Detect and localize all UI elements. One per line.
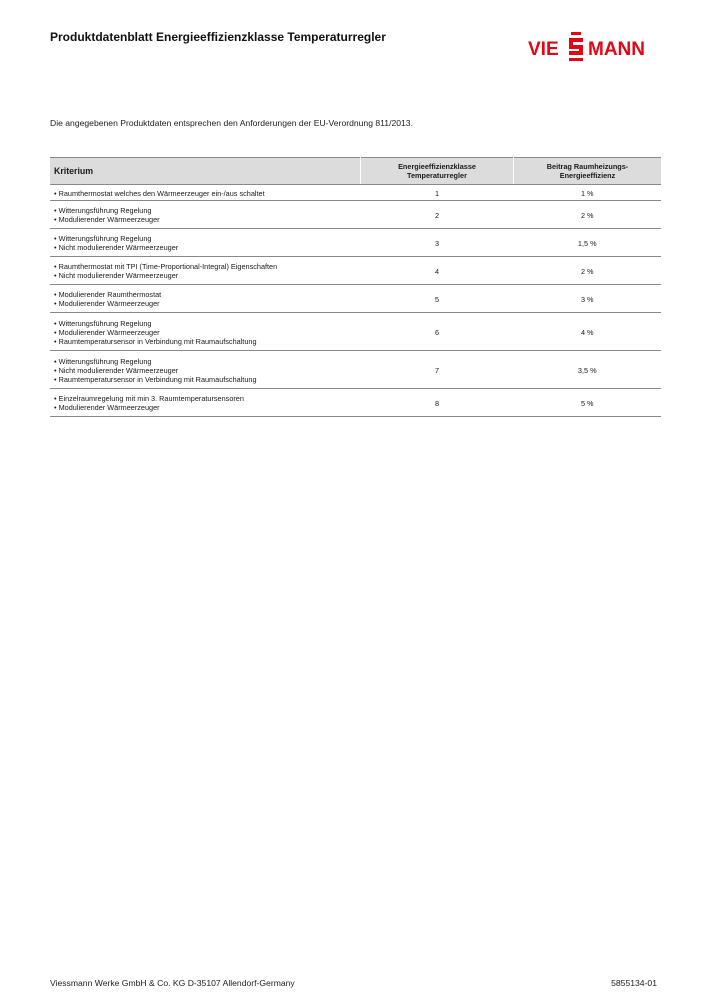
criterion-line: • Witterungsführung Regelung [54,234,152,243]
criterion-line: • Modulierender Wärmeerzeuger [54,327,160,337]
criterion-cell [50,389,361,417]
criterion-line: • Raumthermostat welches den Wärmeerzeuger ein-/aus schaltet [54,188,265,198]
criterion-line: • Modulierender Wärmeerzeuger [54,215,160,224]
class-cell: 1 [361,185,514,201]
criterion-line: • Einzelraumregelung mit min 3. Raumtemperatursensoren [54,394,244,403]
table-row [50,257,661,285]
footer-company: Viessmann Werke GmbH & Co. KG D-35107 Allendorf-Germany [50,978,295,988]
criterion-cell [50,201,361,229]
header-criterion: Kriterium [50,158,361,185]
header-class-line1: Energieeffizienzklasse [398,162,476,171]
criterion-line: • Nicht modulierender Wärmeerzeuger [54,271,179,280]
intro-text: Die angegebenen Produktdaten entsprechen den Anforderungen der EU-Verordnung 811/2013. [50,118,413,128]
table-row [50,285,661,313]
table-row [50,229,661,257]
table-row [50,185,661,201]
criterion-line: • Modulierender Wärmeerzeuger [54,403,160,412]
class-cell: 8 [361,389,514,417]
contribution-cell: 3,5 % [514,351,662,389]
criterion-line: • Nicht modulierender Wärmeerzeuger [54,365,179,375]
criterion-cell [50,351,361,389]
table-row [50,201,661,229]
contribution-cell: 4 % [514,313,662,351]
header-class [361,158,514,185]
criterion-line: • Raumtemperatursensor in Verbindung mit Raumaufschaltung [54,374,257,384]
header-contrib-line2: Energieeffizienz [559,171,616,180]
criterion-cell [50,313,361,351]
contribution-cell: 2 % [514,201,662,229]
header-class-line2: Temperaturregler [407,171,467,180]
table-row [50,389,661,417]
class-cell: 6 [361,313,514,351]
class-cell: 2 [361,201,514,229]
criterion-line: • Modulierender Raumthermostat [54,290,162,299]
footer-doc-number: 5855134-01 [611,978,657,988]
criterion-line: • Nicht modulierender Wärmeerzeuger [54,243,179,252]
contribution-cell: 1 % [514,185,662,201]
class-cell: 5 [361,285,514,313]
class-cell: 7 [361,351,514,389]
contribution-cell: 5 % [514,389,662,417]
class-cell: 4 [361,257,514,285]
criterion-cell [50,285,361,313]
criterion-line: • Raumthermostat mit TPI (Time-Proportional-Integral) Eigenschaften [54,262,278,271]
table-row [50,313,661,351]
criterion-cell [50,185,361,201]
class-cell: 3 [361,229,514,257]
efficiency-table [50,157,661,417]
svg-text:VIE: VIE [528,39,559,60]
criterion-cell [50,257,361,285]
criterion-line: • Witterungsführung Regelung [54,318,152,328]
page-title: Produktdatenblatt Energieeffizienzklasse Temperaturregler [50,30,386,44]
header-contribution [514,158,662,185]
criterion-line: • Witterungsführung Regelung [54,206,152,215]
svg-text:MANN: MANN [588,39,645,60]
viessmann-logo [528,30,658,66]
criterion-line: • Modulierender Wärmeerzeuger [54,299,160,308]
contribution-cell: 1,5 % [514,229,662,257]
criterion-line: • Witterungsführung Regelung [54,356,152,366]
table-header-row [50,158,661,185]
table-body [50,185,661,417]
header-contrib-line1: Beitrag Raumheizungs- [546,162,629,171]
table-row [50,351,661,389]
contribution-cell: 3 % [514,285,662,313]
contribution-cell: 2 % [514,257,662,285]
criterion-cell [50,229,361,257]
criterion-line: • Raumtemperatursensor in Verbindung mit Raumaufschaltung [54,336,257,346]
